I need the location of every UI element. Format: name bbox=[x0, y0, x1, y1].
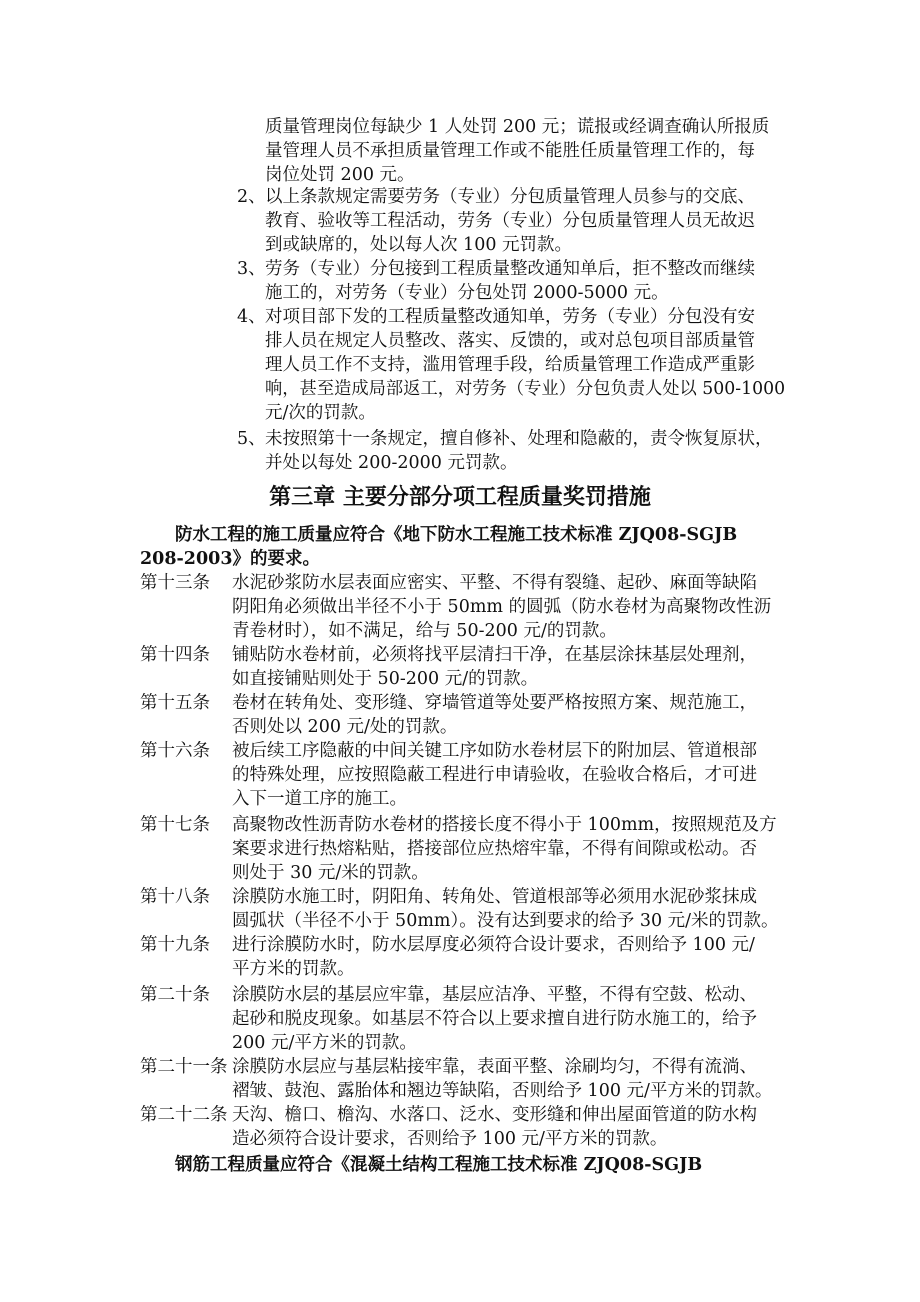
article-15-label: 第十五条 bbox=[140, 693, 210, 713]
article-16-line-1: 被后续工序隐蔽的中间关键工序如防水卷材层下的附加层、管道根部 bbox=[232, 741, 757, 761]
article-14-label: 第十四条 bbox=[140, 645, 210, 665]
list-item-2-line-2: 教育、验收等工程活动，劳务（专业）分包质量管理人员无故迟 bbox=[265, 211, 755, 231]
list-item-1-line-2: 量管理人员不承担质量管理工作或不能胜任质量管理工作的，每 bbox=[265, 141, 755, 161]
article-21-label: 第二十一条 bbox=[140, 1057, 228, 1077]
list-item-1-line-3: 岗位处罚 200 元。 bbox=[265, 165, 415, 185]
list-item-2-line-1: 以上条款规定需要劳务（专业）分包质量管理人员参与的交底、 bbox=[265, 187, 755, 207]
article-15-line-1: 卷材在转角处、变形缝、穿墙管道等处要严格按照方案、规范施工， bbox=[232, 693, 757, 713]
article-19-line-2: 平方米的罚款。 bbox=[232, 959, 355, 979]
list-item-3-line-1: 劳务（专业）分包接到工程质量整改通知单后，拒不整改而继续 bbox=[265, 259, 755, 279]
article-17-line-1: 高聚物改性沥青防水卷材的搭接长度不得小于 100mm，按照规范及方 bbox=[232, 815, 777, 835]
waterproof-intro-line-1: 防水工程的施工质量应符合《地下防水工程施工技术标准 ZJQ08-SGJB bbox=[175, 525, 738, 545]
list-item-5-line-2: 并处以每处 200-2000 元罚款。 bbox=[265, 453, 518, 473]
waterproof-intro-line-2: 208-2003》的要求。 bbox=[140, 549, 320, 569]
article-13-label: 第十三条 bbox=[140, 573, 210, 593]
list-item-1-line-1: 质量管理岗位每缺少 1 人处罚 200 元；谎报或经调查确认所报质 bbox=[265, 117, 770, 137]
list-item-5-line-1: 未按照第十一条规定，擅自修补、处理和隐蔽的，责令恢复原状， bbox=[265, 429, 773, 449]
article-17-line-2: 案要求进行热熔粘贴，搭接部位应热熔牢靠，不得有间隙或松动。否 bbox=[232, 839, 757, 859]
list-item-3-line-2: 施工的，对劳务（专业）分包处罚 2000-5000 元。 bbox=[265, 283, 669, 303]
article-19-label: 第十九条 bbox=[140, 935, 210, 955]
article-13-line-2: 阴阳角必须做出半径不小于 50mm 的圆弧（防水卷材为高聚物改性沥 bbox=[232, 597, 772, 617]
article-19-line-1: 进行涂膜防水时，防水层厚度必须符合设计要求，否则给予 100 元/ bbox=[232, 935, 755, 955]
list-item-2-number: 2、 bbox=[237, 187, 266, 207]
article-14-line-2: 如直接铺贴则处于 50-200 元/的罚款。 bbox=[232, 669, 539, 689]
article-17-label: 第十七条 bbox=[140, 815, 210, 835]
article-22-line-1: 天沟、檐口、檐沟、水落口、泛水、变形缝和伸出屋面管道的防水构 bbox=[232, 1105, 757, 1125]
rebar-intro-line: 钢筋工程质量应符合《混凝土结构工程施工技术标准 ZJQ08-SGJB bbox=[175, 1155, 703, 1175]
list-item-4-line-3: 理人员工作不支持，滥用管理手段，给质量管理工作造成严重影 bbox=[265, 355, 755, 375]
article-17-line-3: 则处于 30 元/米的罚款。 bbox=[232, 863, 429, 883]
list-item-4-line-2: 排人员在规定人员整改、落实、反馈的，或对总包项目部质量管 bbox=[265, 331, 755, 351]
article-16-line-3: 入下一道工序的施工。 bbox=[232, 789, 407, 809]
article-18-line-1: 涂膜防水施工时，阴阳角、转角处、管道根部等必须用水泥砂浆抹成 bbox=[232, 887, 757, 907]
chapter-heading: 第三章 主要分部分项工程质量奖罚措施 bbox=[269, 485, 651, 510]
article-16-line-2: 的特殊处理，应按照隐蔽工程进行申请验收，在验收合格后，才可进 bbox=[232, 765, 757, 785]
article-21-line-2: 褶皱、鼓泡、露胎体和翘边等缺陷，否则给予 100 元/平方米的罚款。 bbox=[232, 1081, 773, 1101]
list-item-5-number: 5、 bbox=[237, 429, 266, 449]
article-22-line-2: 造必须符合设计要求，否则给予 100 元/平方米的罚款。 bbox=[232, 1129, 668, 1149]
article-20-line-2: 起砂和脱皮现象。如基层不符合以上要求擅自进行防水施工的，给予 bbox=[232, 1009, 757, 1029]
list-item-4-line-4: 响，甚至造成局部返工，对劳务（专业）分包负责人处以 500-1000 bbox=[265, 379, 786, 399]
list-item-3-number: 3、 bbox=[237, 259, 266, 279]
article-20-line-1: 涂膜防水层的基层应牢靠，基层应洁净、平整，不得有空鼓、松动、 bbox=[232, 985, 757, 1005]
list-item-4-line-5: 元/次的罚款。 bbox=[265, 403, 376, 423]
list-item-4-number: 4、 bbox=[237, 307, 266, 327]
article-18-line-2: 圆弧状（半径不小于 50mm）。没有达到要求的给予 30 元/米的罚款。 bbox=[232, 911, 779, 931]
article-20-label: 第二十条 bbox=[140, 985, 210, 1005]
article-14-line-1: 铺贴防水卷材前，必须将找平层清扫干净，在基层涂抹基层处理剂， bbox=[232, 645, 757, 665]
article-22-label: 第二十二条 bbox=[140, 1105, 228, 1125]
article-15-line-2: 否则处以 200 元/处的罚款。 bbox=[232, 717, 458, 737]
article-13-line-3: 青卷材时），如不满足，给与 50-200 元/的罚款。 bbox=[232, 621, 617, 641]
article-20-line-3: 200 元/平方米的罚款。 bbox=[232, 1033, 417, 1053]
article-18-label: 第十八条 bbox=[140, 887, 210, 907]
article-13-line-1: 水泥砂浆防水层表面应密实、平整、不得有裂缝、起砂、麻面等缺陷 bbox=[232, 573, 757, 593]
article-16-label: 第十六条 bbox=[140, 741, 210, 761]
list-item-4-line-1: 对项目部下发的工程质量整改通知单，劳务（专业）分包没有安 bbox=[265, 307, 755, 327]
list-item-2-line-3: 到或缺席的，处以每人次 100 元罚款。 bbox=[265, 235, 573, 255]
article-21-line-1: 涂膜防水层应与基层粘接牢靠，表面平整、涂刷均匀，不得有流淌、 bbox=[232, 1057, 757, 1077]
